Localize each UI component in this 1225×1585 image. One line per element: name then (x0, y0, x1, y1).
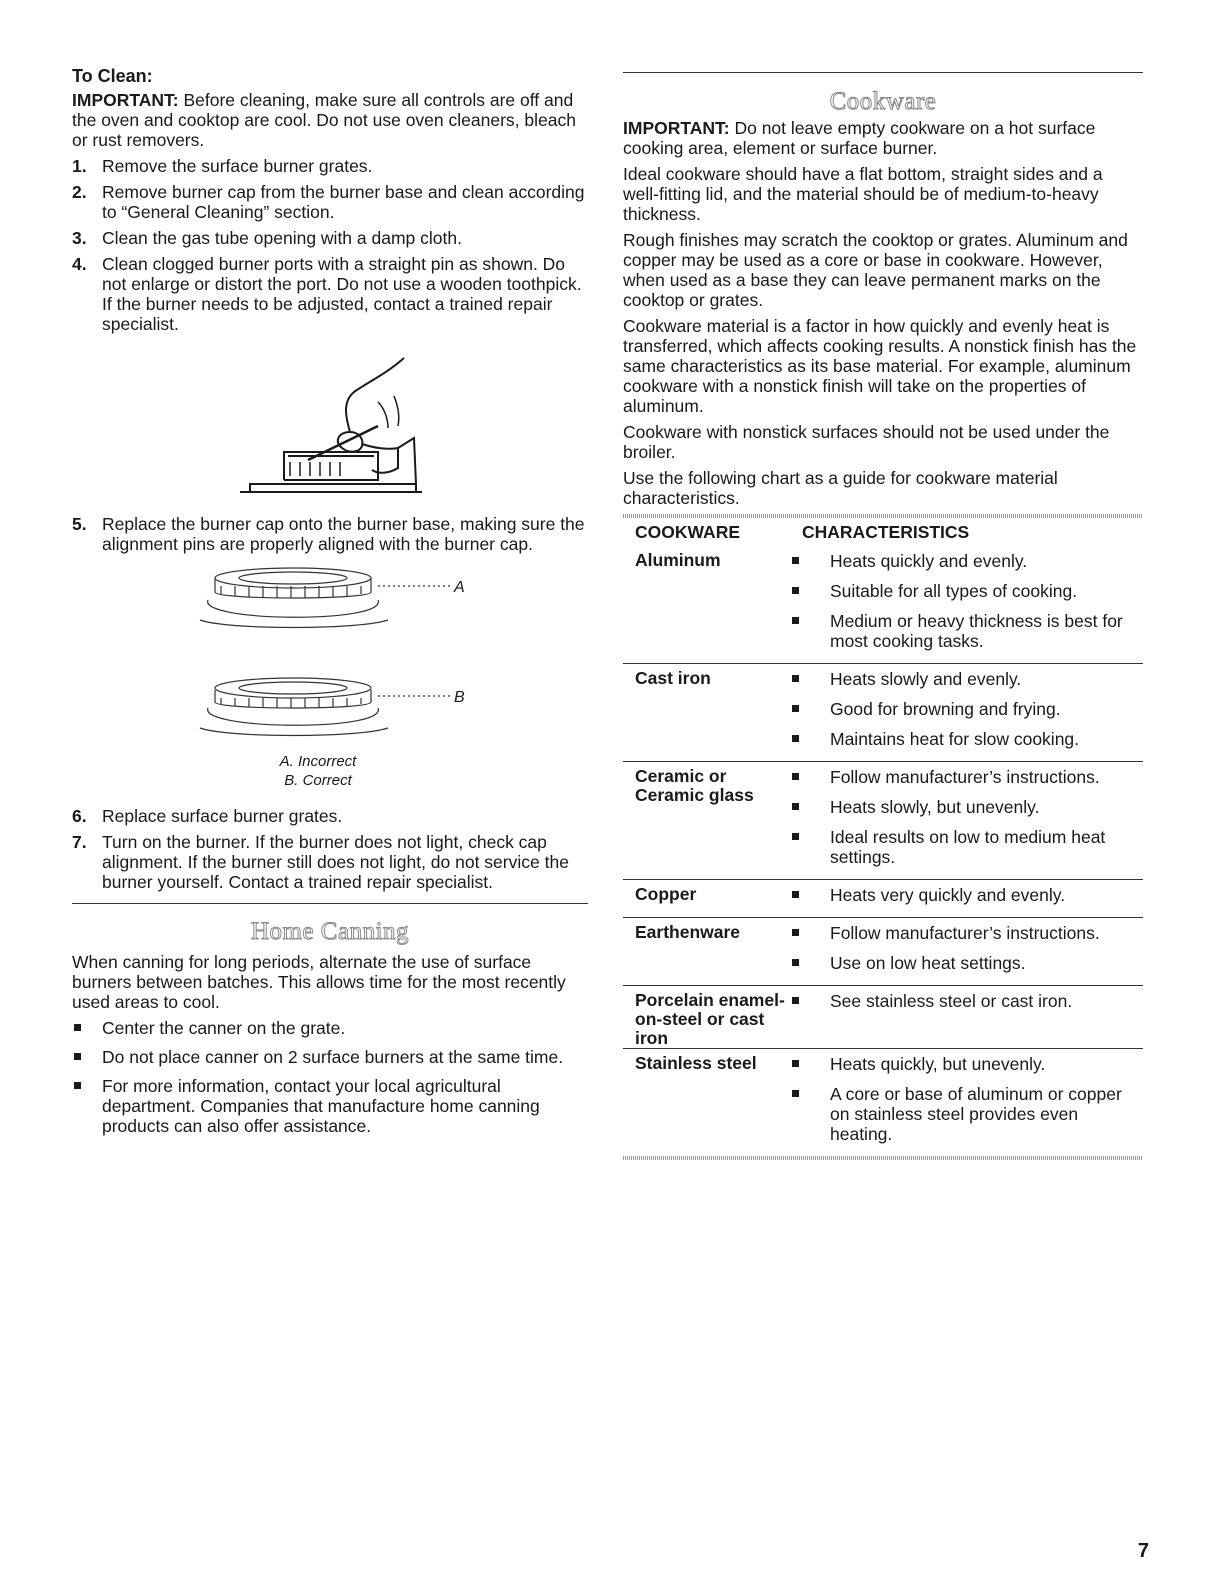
canning-bullet: Center the canner on the grate. (72, 1018, 588, 1038)
characteristic-item: Follow manufacturer’s instructions. (790, 767, 1143, 787)
step-text: Turn on the burner. If the burner does not light, check cap alignment. If the burner still does not light, do not service the burner yourself. Contact a trained repair specialist. (102, 832, 569, 892)
step-text: Clean the gas tube opening with a damp cloth. (102, 228, 462, 248)
characteristics-cell (790, 986, 1143, 1049)
cookware-paragraph: Cookware with nonstick surfaces should not be used under the broiler. (623, 422, 1110, 462)
home-canning-bullets (72, 1018, 588, 1136)
column-header-cookware: COOKWARE (635, 522, 740, 542)
characteristics-cell (790, 880, 1143, 918)
step-number: 2. (72, 182, 87, 202)
step-text: Clean clogged burner ports with a straight pin as shown. Do not enlarge or distort the port. Do not use a wooden toothpick. If the burner needs to be adjusted, contact a trained repair specialist. (102, 254, 582, 334)
cookware-paragraph: Ideal cookware should have a flat bottom, straight sides and a well-fitting lid, and the material should be of medium-to-heavy thickness. (623, 164, 1103, 224)
step-item (72, 832, 588, 892)
step-text: Remove the surface burner grates. (102, 156, 373, 176)
caption-correct: B. Correct (284, 772, 352, 789)
cleaning-steps-list-continued (72, 806, 588, 892)
characteristics-list (790, 880, 1143, 917)
characteristic-item: Heats slowly and evenly. (790, 669, 1143, 689)
step-5-block (72, 514, 588, 560)
burner-cap-alignment-illustration (188, 562, 478, 744)
step-item (72, 254, 588, 334)
canning-bullet: Do not place canner on 2 surface burners at the same time. (72, 1047, 588, 1067)
material-cell: Earthenware (623, 918, 790, 986)
cookware-paragraph: Use the following chart as a guide for cookware material characteristics. (623, 468, 1058, 508)
important-text: Before cleaning, make sure all controls are off and the oven and cooktop are cool. Do not use oven cleaners, bleach or rust removers. (72, 90, 576, 150)
important-text: Do not leave empty cookware on a hot surface cooking area, element or surface burner. (623, 118, 1096, 158)
figure-captions (72, 752, 588, 790)
home-canning-section (72, 918, 588, 1145)
table-row (623, 664, 1143, 762)
characteristic-item: See stainless steel or cast iron. (790, 991, 1143, 1011)
material-cell: Copper (623, 880, 790, 918)
table-row (623, 986, 1143, 1049)
pin-cleaning-illustration (238, 352, 424, 498)
home-canning-intro: When canning for long periods, alternate the use of surface burners between batches. This allows time for the most recently used areas to cool. (72, 952, 566, 1012)
characteristics-list (790, 918, 1143, 985)
table-header-row (623, 518, 1143, 546)
table-row (623, 762, 1143, 880)
material-cell: Cast iron (623, 664, 790, 762)
burner-incorrect (200, 568, 450, 628)
important-label: IMPORTANT: (72, 90, 179, 110)
step-item (72, 514, 588, 554)
table-bottom-rule (623, 1156, 1143, 1160)
steps-6-7-block (72, 806, 588, 898)
figure-label-a: A (454, 579, 465, 596)
burner-correct (200, 678, 450, 736)
cookware-table (623, 518, 1143, 1156)
characteristic-item: Heats very quickly and evenly. (790, 885, 1143, 905)
home-canning-title: Home Canning (250, 918, 410, 945)
step-number: 6. (72, 806, 87, 826)
step-number: 3. (72, 228, 87, 248)
characteristic-item: Medium or heavy thickness is best for most cooking tasks. (790, 611, 1143, 651)
cookware-top-rule (623, 72, 1143, 73)
characteristics-cell (790, 918, 1143, 986)
characteristics-list (790, 1049, 1143, 1156)
cookware-important-note (623, 118, 1143, 158)
to-clean-section (72, 90, 588, 340)
characteristics-list (790, 664, 1143, 761)
step-item (72, 182, 588, 222)
cleaning-steps-list (72, 156, 588, 334)
figure-label-b: B (454, 689, 465, 706)
step-text: Remove burner cap from the burner base and clean according to “General Cleaning” section. (102, 182, 585, 222)
step-number: 4. (72, 254, 87, 274)
characteristic-item: Good for browning and frying. (790, 699, 1143, 719)
column-header-characteristics: CHARACTERISTICS (802, 522, 970, 542)
characteristics-cell (790, 762, 1143, 880)
step-number: 5. (72, 514, 87, 534)
material-cell: Stainless steel (635, 1053, 757, 1073)
characteristic-item: A core or base of aluminum or copper on stainless steel provides even heating. (790, 1084, 1143, 1144)
characteristic-item: Ideal results on low to medium heat settings. (790, 827, 1143, 867)
step-number: 7. (72, 832, 87, 852)
step-number: 1. (72, 156, 87, 176)
step-item (72, 156, 588, 176)
clean-important-note (72, 90, 588, 150)
material-cell: Porcelain enamel-on-steel or cast iron (623, 986, 790, 1049)
characteristic-item: Heats quickly and evenly. (790, 551, 1143, 571)
cookware-paragraphs (623, 164, 1143, 508)
table-row (623, 1049, 1143, 1157)
characteristics-list (790, 546, 1143, 663)
characteristic-item: Heats slowly, but unevenly. (790, 797, 1143, 817)
canning-bullet: For more information, contact your local agricultural department. Companies that manufacture home canning products can also offer assistance. (72, 1076, 588, 1136)
caption-incorrect: A. Incorrect (279, 753, 357, 770)
characteristics-cell (790, 1049, 1143, 1157)
step-item (72, 806, 588, 826)
step-item (72, 228, 588, 248)
material-cell: Ceramic or Ceramic glass (623, 762, 790, 880)
table-row (623, 880, 1143, 918)
step-text: Replace surface burner grates. (102, 806, 343, 826)
section-divider (72, 903, 588, 904)
characteristic-item: Suitable for all types of cooking. (790, 581, 1143, 601)
cookware-paragraph: Rough finishes may scratch the cooktop or grates. Aluminum and copper may be used as a core or base in cookware. However, when used as a base they can leave permanent marks on the cooktop or grates. (623, 230, 1128, 310)
characteristic-item: Use on low heat settings. (790, 953, 1143, 973)
cookware-section (623, 88, 1143, 1160)
material-cell: Aluminum (623, 546, 790, 664)
table-row (623, 918, 1143, 986)
cookware-paragraph: Cookware material is a factor in how quickly and evenly heat is transferred, which affects cooking results. A nonstick finish has the same characteristics as its base material. For example, aluminum cookware with a nonstick finish will take on the properties of aluminum. (623, 316, 1137, 416)
characteristic-item: Heats quickly, but unevenly. (790, 1054, 1143, 1074)
characteristics-cell (790, 664, 1143, 762)
characteristics-list (790, 762, 1143, 879)
table-row (623, 546, 1143, 664)
step-text: Replace the burner cap onto the burner base, making sure the alignment pins are properly aligned with the burner cap. (102, 514, 585, 554)
to-clean-heading: To Clean: (72, 66, 153, 86)
page-number: 7 (1137, 1540, 1149, 1562)
cookware-title: Cookware (829, 88, 937, 115)
characteristics-list (790, 986, 1143, 1023)
characteristic-item: Maintains heat for slow cooking. (790, 729, 1143, 749)
characteristics-cell (790, 546, 1143, 664)
characteristic-item: Follow manufacturer’s instructions. (790, 923, 1143, 943)
important-label: IMPORTANT: (623, 118, 730, 138)
